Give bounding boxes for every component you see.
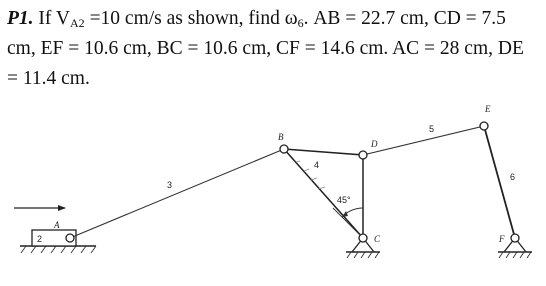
angle-arc-arrowhead	[342, 211, 348, 217]
velocity-subscript: A2	[70, 16, 85, 30]
joint-a	[66, 234, 74, 242]
joint-c	[359, 234, 367, 242]
link-6-ef	[484, 126, 515, 238]
problem-text-3: . AB = 22.7 cm, CD = 7.5 cm, EF = 10.6 cm, BC = 10.6 cm, CF = 14.6 cm. AC = 28 cm, DE = 11.4 cm.	[7, 8, 524, 89]
problem-text-2: =10 cm/s as shown, find ω	[84, 8, 298, 29]
label-link-5: 5	[429, 124, 435, 134]
label-angle-45: 45°	[337, 195, 351, 205]
label-c: C	[374, 234, 381, 244]
label-link-2: 2	[37, 234, 43, 244]
joint-b	[280, 145, 288, 153]
label-link-4: 4	[314, 160, 320, 170]
link-5-de	[363, 126, 484, 155]
link-4-triangle	[284, 149, 363, 238]
label-d: D	[371, 139, 378, 149]
link-3-ab	[70, 149, 284, 238]
label-f: F	[499, 234, 505, 244]
label-a: A	[54, 220, 60, 230]
link-4-hatching	[296, 161, 325, 189]
omega-subscript: 6	[297, 16, 304, 30]
label-link-3: 3	[167, 180, 173, 190]
label-e: E	[485, 104, 491, 114]
joint-e	[480, 122, 488, 130]
joint-f	[511, 234, 519, 242]
label-link-6: 6	[510, 172, 516, 182]
problem-id: P1.	[7, 8, 34, 29]
label-b: B	[278, 132, 284, 142]
problem-text-1: If V	[33, 8, 71, 29]
joint-d	[359, 151, 367, 159]
slider-ground	[20, 246, 96, 253]
